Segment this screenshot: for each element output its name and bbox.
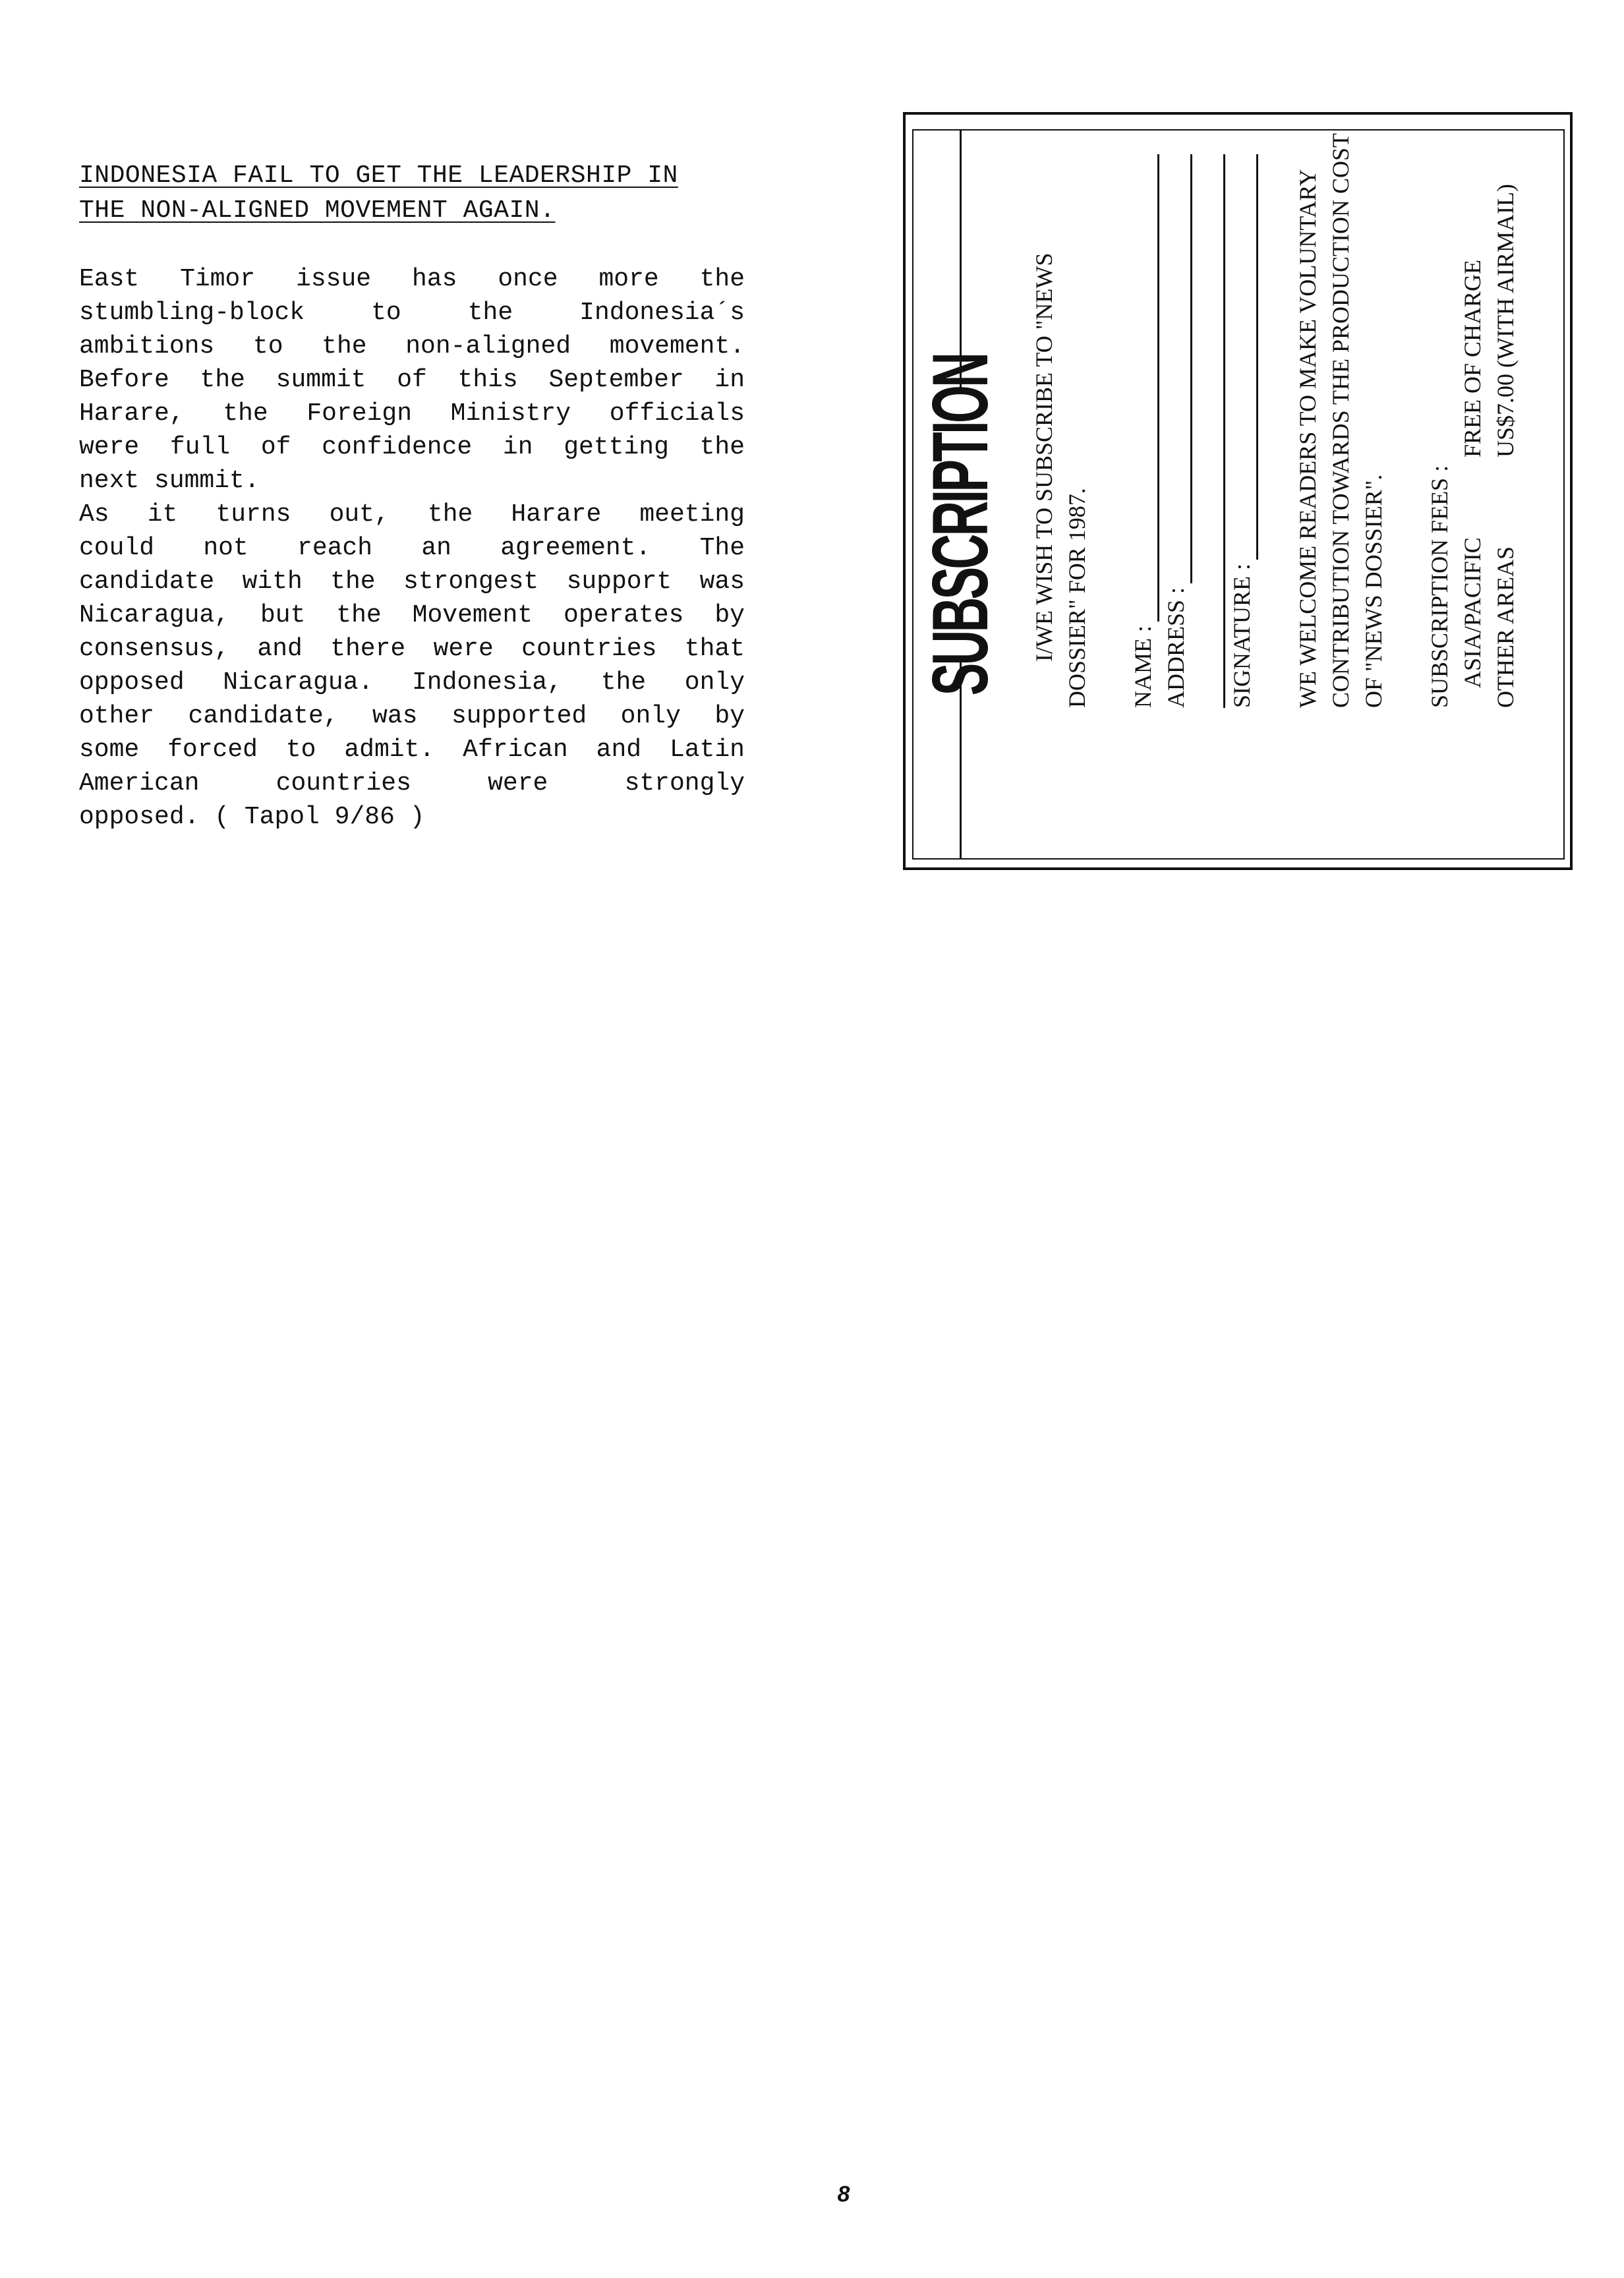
body-line: were full of confidence in getting the xyxy=(79,433,745,461)
body-line: consensus, and there were countries that xyxy=(79,635,745,663)
address-line-2[interactable] xyxy=(1197,154,1225,708)
fee-row xyxy=(1456,154,1489,708)
body-line: American countries were strongly xyxy=(79,769,745,798)
fee-row xyxy=(1489,154,1522,708)
article-body xyxy=(79,262,745,834)
body-line: other candidate, was supported only by xyxy=(79,702,745,730)
welcome-line: CONTRIBUTION TOWARDS THE PRODUCTION COST xyxy=(1327,132,1354,708)
headline-line-1: INDONESIA FAIL TO GET THE LEADERSHIP IN xyxy=(79,161,678,190)
body-line: opposed Nicaragua. Indonesia, the only xyxy=(79,668,745,697)
subscription-form xyxy=(912,129,1565,860)
address-label: ADDRESS : xyxy=(1163,587,1189,708)
body-line: East Timor issue has once more the xyxy=(79,265,745,293)
body-line: Harare, the Foreign Ministry officials xyxy=(79,399,745,428)
subscription-title-bar xyxy=(916,129,1004,860)
address-field-extra[interactable] xyxy=(1192,154,1225,708)
body-line: stumbling-block to the Indonesia´s xyxy=(79,299,745,327)
body-line: As it turns out, the Harare meeting xyxy=(79,500,745,529)
body-line: next summit. xyxy=(79,467,260,495)
name-field[interactable] xyxy=(1126,154,1159,708)
wish-line-1: I/WE WISH TO SUBSCRIBE TO "NEWS xyxy=(1031,252,1057,662)
signature-label: SIGNATURE : xyxy=(1229,563,1255,708)
address-line[interactable] xyxy=(1164,154,1192,583)
body-line: Before the summit of this September in xyxy=(79,366,745,394)
fee-price: US$7.00 (WITH AIRMAIL) xyxy=(1492,184,1519,457)
news-article xyxy=(79,158,745,834)
address-field[interactable] xyxy=(1159,154,1192,708)
welcome-line: OF "NEWS DOSSIER". xyxy=(1360,474,1387,708)
welcome-line: WE WELCOME READERS TO MAKE VOLUNTARY xyxy=(1294,169,1321,708)
name-label: NAME : xyxy=(1130,626,1156,708)
page-number: 8 xyxy=(837,2182,850,2207)
fees-label: SUBSCRIPTION FEES : xyxy=(1426,465,1453,708)
signature-field[interactable] xyxy=(1225,154,1258,708)
body-line: some forced to admit. African and Latin xyxy=(79,736,745,764)
title-rule-right xyxy=(960,129,962,388)
body-line: ambitions to the non-aligned movement. xyxy=(79,332,745,361)
fee-region: ASIA/PACIFIC xyxy=(1459,537,1486,688)
wish-line-2: DOSSIER" FOR 1987. xyxy=(1064,488,1090,708)
fee-region: OTHER AREAS xyxy=(1492,546,1519,708)
article-headline xyxy=(79,158,745,228)
body-line: candidate with the strongest support was xyxy=(79,568,745,596)
name-line[interactable] xyxy=(1131,154,1159,622)
subscription-body xyxy=(1028,132,1522,708)
headline-line-2: THE NON-ALIGNED MOVEMENT AGAIN. xyxy=(79,196,556,225)
signature-line[interactable] xyxy=(1230,154,1258,560)
body-line: could not reach an agreement. The xyxy=(79,534,745,562)
body-line: opposed. ( Tapol 9/86 ) xyxy=(79,803,425,831)
subscription-title: SUBSCRIPTION xyxy=(916,354,1004,696)
body-line: Nicaragua, but the Movement operates by xyxy=(79,601,745,629)
fee-price: FREE OF CHARGE xyxy=(1459,259,1486,457)
